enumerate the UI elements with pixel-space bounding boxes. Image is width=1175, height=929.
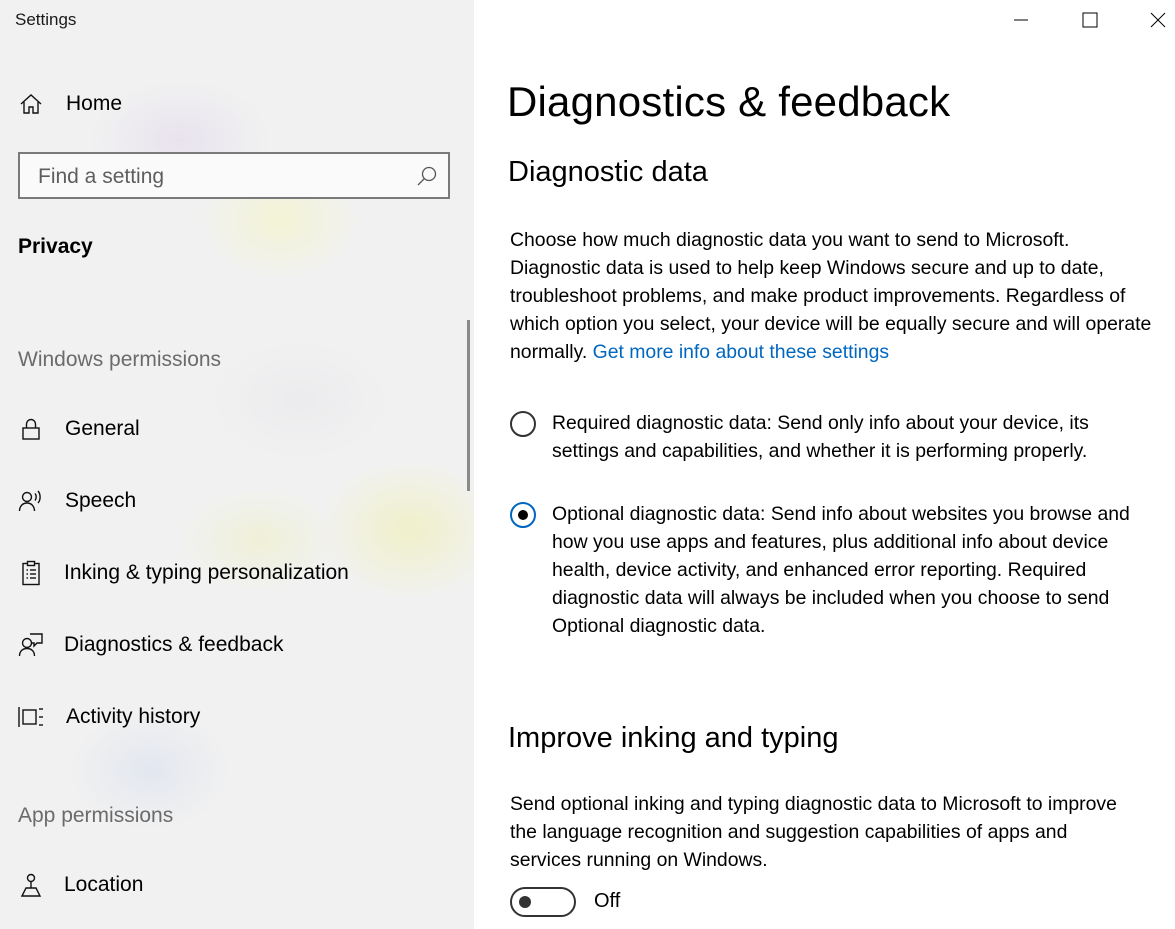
description-text: Choose how much diagnostic data you want to send to Microsoft. Diagnostic data is used to help keep Windows secure and up to date, troubleshoot problems, and make product improvements. Regardless of which option you select, your device will be equally secure and will operate normally.: [510, 229, 1152, 363]
lock-icon: [18, 416, 44, 442]
radio-label: Optional diagnostic data: Send info about websites you browse and how you use apps and features, plus additional info about device health, device activity, and enhanced error reporting. Required diagnostic data will always be included when you choose to send Optional diagnostic data.: [552, 503, 1130, 637]
sidebar-item-label: Home: [66, 92, 123, 115]
sidebar-item-location[interactable]: [0, 861, 460, 909]
page-title: Diagnostics & feedback: [507, 78, 951, 125]
inking-clipboard-icon: [18, 560, 44, 586]
activity-history-icon: [18, 704, 44, 730]
maximize-icon: [1082, 12, 1098, 28]
sidebar-scrollbar[interactable]: [467, 320, 470, 491]
main-content: [474, 0, 1175, 929]
sidebar-item-label: General: [65, 417, 140, 440]
search-input[interactable]: [36, 154, 410, 199]
sidebar-item-home[interactable]: [0, 80, 460, 128]
more-info-link[interactable]: Get more info about these settings: [592, 341, 890, 363]
inking-description: Send optional inking and typing diagnostic data to Microsoft to improve the language recognition and suggestion capabilities of apps and services running on Windows.: [510, 793, 1117, 871]
sidebar-item-speech[interactable]: [0, 477, 460, 525]
home-icon: [18, 91, 44, 117]
close-button[interactable]: [1135, 0, 1175, 40]
close-icon: [1150, 12, 1166, 28]
sidebar-item-label: Inking & typing personalization: [64, 561, 349, 584]
location-icon: [18, 872, 44, 898]
optional-diagnostic-radio[interactable]: [510, 502, 536, 528]
diagnostic-data-description: [510, 226, 1160, 366]
radio-label: Required diagnostic data: Send only info about your device, its settings and capabilities, and whether it is performing properly.: [552, 412, 1089, 462]
required-diagnostic-radio[interactable]: [510, 411, 536, 437]
maximize-button[interactable]: [1067, 0, 1113, 40]
group-header-windows-permissions: Windows permissions: [18, 348, 222, 371]
sidebar-item-label: Speech: [65, 489, 137, 512]
toggle-knob: [519, 896, 531, 908]
minimize-icon: [1013, 12, 1029, 28]
sidebar-item-inking-typing[interactable]: [0, 549, 460, 597]
toggle-state-label: Off: [594, 890, 621, 912]
search-icon[interactable]: [416, 165, 438, 187]
search-box[interactable]: [18, 152, 450, 199]
sidebar: [0, 0, 474, 929]
sidebar-item-diagnostics-feedback[interactable]: [0, 621, 460, 669]
sidebar-item-label: Diagnostics & feedback: [64, 633, 284, 656]
inking-typing-toggle[interactable]: [510, 887, 576, 917]
app-title: Settings: [15, 10, 77, 29]
section-heading-improve-inking: Improve inking and typing: [508, 722, 839, 754]
speech-icon: [18, 488, 44, 514]
diagnostics-feedback-icon: [18, 632, 44, 658]
sidebar-item-activity-history[interactable]: [0, 693, 460, 741]
section-heading-diagnostic-data: Diagnostic data: [508, 156, 708, 188]
sidebar-item-label: Location: [64, 873, 144, 896]
group-header-app-permissions: App permissions: [18, 804, 174, 827]
minimize-button[interactable]: [998, 0, 1044, 40]
section-label-privacy: Privacy: [18, 235, 93, 258]
sidebar-item-label: Activity history: [66, 705, 201, 728]
sidebar-item-general[interactable]: [0, 405, 460, 453]
